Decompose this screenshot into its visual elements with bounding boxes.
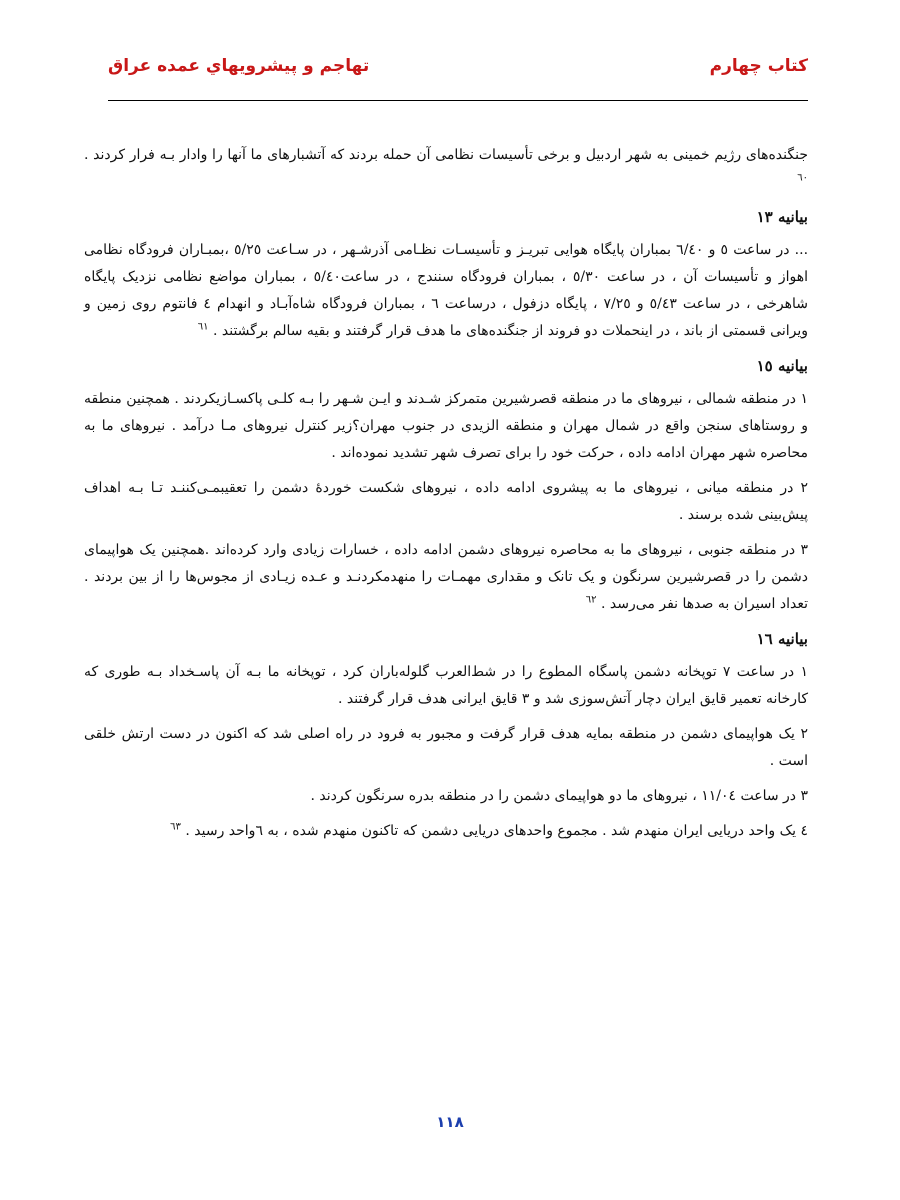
paragraph-1: جنگنده‌های رژیم خمینی به شهر اردبیل و برخی تأسیسات نظامی آن حمله بردند که آتشبارهای ما آنها را وادار بـه فرار کردند . $^{٦٠}$ xyxy=(84,147,808,184)
paragraph-8: ٣ در ساعت ١١/٠٤ ، نیروهای ما دو هواپیمای دشمن را در منطقه بدره سرنگون کردند . xyxy=(310,788,808,804)
paragraph-3: ١ در منطقه شمالی ، نیروهای ما در منطقه قصرشیرین متمرکز شـدند و ایـن شـهر را بـه کلـی پاکسـازیکردند . همچنین منطقه و روستاهای سنجن واقع در شمال مهران و منطقه الزیدی در جنوب مهران؟زیر کنترل نیروهای مـا درآمد . نیروهای ما به محاصره شهر مهران ادامه داده ، حرکت خود را برای تصرف شهر تشدید نموده‌اند . xyxy=(84,391,808,461)
paragraph-5: ٣ در منطقه جنوبی ، نیروهای ما به محاصره نیروهای دشمن ادامه داده ، خسارات زیادی وارد کرده‌اند .همچنین یک هواپیمای دشمن را در قصرشیرین سرنگون و یک تانک و مقداری مهمـات را منهدمکردنـد و عـده زیـادی از مجوس‌ها را از بین بردند . تعداد اسیران به صدها نفر می‌رسد . $^{٦٢}$ xyxy=(84,542,808,612)
paragraph-7: ٢ یک هواپیمای دشمن در منطقه بمایه هدف قرار گرفت و مجبور به فرود در راه اصلی شد که اکنون در دست ارتش خلقی است . xyxy=(84,726,808,769)
heading-statement-16: بیانیه ١٦ xyxy=(756,630,808,648)
book-label: كتاب چهارم xyxy=(709,56,808,76)
header-divider xyxy=(108,100,808,101)
footnote-ref-63: ٦٣ xyxy=(170,821,181,833)
page-number: ١١٨ xyxy=(436,1113,464,1131)
paragraph-6: ١ در ساعت ٧ توپخانه دشمن پاسگاه المطوع را در شط‌العرب گلوله‌باران کرد ، توپخانه ما بـه آن پاسـخداد بـه طوری که کارخانه تعمیر قایق ایران دچار آتش‌سوزی شد و ٣ قایق ایرانی هدف قرار گرفتند . xyxy=(84,664,808,707)
paragraph-4: ٢ در منطقه میانی ، نیروهای ما به پیشروی ادامه داده ، نیروهای شکست خوردهٔ دشمن را تعقیبمـی‌کننـد تـا بـه اهداف پیش‌بینی شده برسند . xyxy=(84,480,808,523)
section-title: تهاجم و پيشرويهاي عمده عراق xyxy=(108,56,370,76)
page-header xyxy=(108,56,808,76)
heading-statement-13: بیانیه ١٣ xyxy=(756,208,808,226)
footnote-ref-62: ٦٢ xyxy=(585,594,597,606)
heading-statement-15: بیانیه ١٥ xyxy=(756,357,808,375)
footnote-ref-60: ٦٠ xyxy=(797,172,808,184)
paragraph-2: ... در ساعت ٥ و ٦/٤٠ بمباران پایگاه هوایی تبریـز و تأسیسـات نظـامی آذرشـهر ، در سـاعت ٥/٢٥ ،بمبـاران فرودگاه نظامی اهواز و تأسیسات آن ، در ساعت ٥/٣٠ ، بمباران فرودگاه سنندج ، در ساعت٥/٤٠ ، بمباران مواضع نظامی نزدیک پایگاه شاهرخی ، در ساعت ٥/٤٣ و ٧/٢٥ ، پایگاه دزفول ، درساعت ٦ ، بمباران فرودگاه شاه‌آبـاد و انهدام ٤ فانتوم روی زمین و ویرانی قسمتی از باند ، در اینحملات دو فروند از جنگنده‌های ما هدف قرار گرفتند و بقیه سالم برگشتند . $^{٦١}$ xyxy=(84,242,809,339)
paragraph-9: ٤ یک واحد دریایی ایران منهدم شد . مجموع واحدهای دریایی دشمن که تاکنون منهدم شده ، به ٦واحد رسید . $^{٦٣}$ xyxy=(170,821,808,839)
document-body xyxy=(84,142,808,853)
footnote-ref-61: ٦١ xyxy=(197,321,209,333)
